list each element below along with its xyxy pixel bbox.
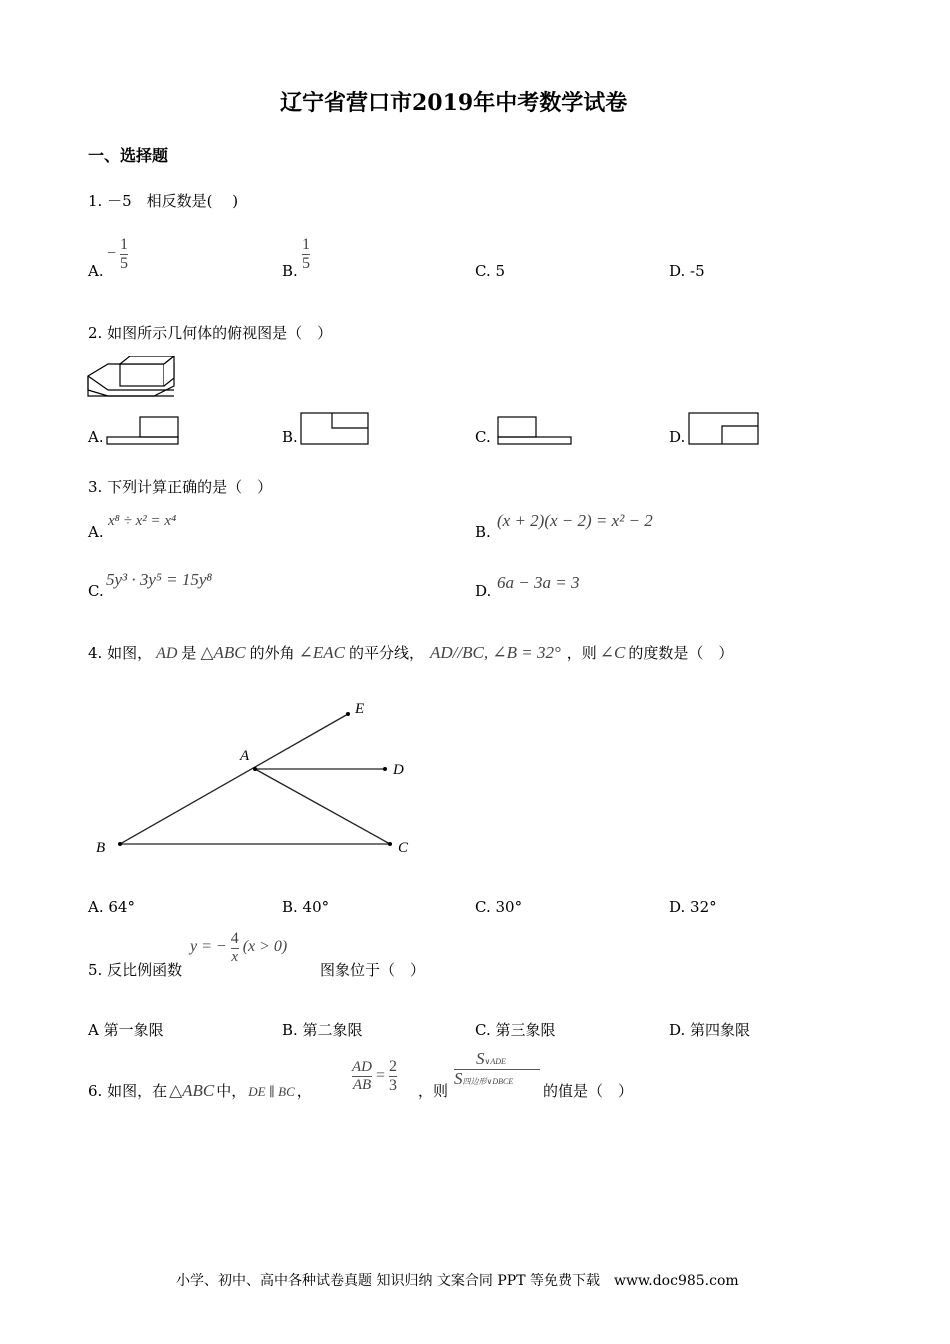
q5-option-a: A 第一象限 <box>88 1021 164 1039</box>
q4-text-4: 的平分线， <box>349 644 425 662</box>
q2-option-a-label: A. <box>88 428 104 446</box>
q4-option-d: D. 32° <box>669 898 717 916</box>
q4-math-ad: AD <box>156 645 178 662</box>
question-3-stem: 3. 下列计算正确的是（ ） <box>88 478 273 496</box>
label-b: B <box>96 840 106 856</box>
question-1-stem: 1. －5 相反数是( ) <box>88 192 239 210</box>
equals-sign: = <box>376 1067 386 1085</box>
label-e: E <box>355 701 365 717</box>
q2-option-b-figure <box>300 412 370 446</box>
fraction-denominator: 5 <box>120 254 129 272</box>
q6-text-4: 的值是（ ） <box>543 1082 634 1100</box>
geometric-solid-figure <box>86 356 178 400</box>
q2-option-c-figure <box>497 416 573 446</box>
page-title: 辽宁省营口市2019年中考数学试卷 <box>280 90 628 116</box>
q4-option-c: C. 30° <box>475 898 523 916</box>
area-numerator-subscript: ∨ADE <box>484 1057 506 1066</box>
q4-math-triangle: △ABC <box>200 643 246 662</box>
q5-text-1: 5. 反比例函数 <box>88 961 183 979</box>
q2-option-c-label: C. <box>475 428 491 446</box>
minus-sign: − <box>107 245 117 263</box>
q4-text-5: ，则 <box>566 644 597 662</box>
area-denominator-subscript: 四边形∨DBCE <box>462 1076 514 1086</box>
q5-option-b: B. 第二象限 <box>282 1021 363 1039</box>
fraction-numerator: 1 <box>120 236 129 253</box>
q4-math-condition: AD//BC, ∠B = 32° <box>430 643 561 662</box>
q2-option-d-label: D. <box>669 428 686 446</box>
q5-text-2: 图象位于（ ） <box>320 961 426 979</box>
fraction-denominator: 3 <box>389 1076 398 1094</box>
question-2-stem: 2. 如图所示几何体的俯视图是（ ） <box>88 324 333 342</box>
q6-math-triangle: △ABC <box>169 1081 215 1100</box>
q3-option-c-expr: 5y³ · 3y⁵ = 15y⁸ <box>106 570 213 589</box>
q6-ratio-expr <box>352 1058 397 1094</box>
fraction-denominator: 5 <box>302 254 310 272</box>
q3-option-a-expr: x⁸ ÷ x² = x⁴ <box>108 513 177 529</box>
fraction-denominator: AB <box>352 1076 372 1093</box>
q4-text-1: 4. 如图， <box>88 644 153 662</box>
q6-area-ratio <box>454 1050 540 1088</box>
q3-option-d-label: D. <box>475 582 492 600</box>
q1-option-b-label: B. <box>282 262 298 280</box>
q3-option-d-expr: 6a − 3a = 3 <box>497 573 580 592</box>
q2-option-b-label: B. <box>282 428 298 446</box>
q5-condition: (x > 0) <box>242 938 288 956</box>
q1-option-c: C. 5 <box>475 262 506 280</box>
q5-option-c: C. 第三象限 <box>475 1021 556 1039</box>
q4-text-6: 的度数是（ ） <box>628 644 734 662</box>
q4-math-angle-c: ∠C <box>599 643 626 662</box>
q2-option-d-figure <box>688 412 760 446</box>
q4-option-b: B. 40° <box>282 898 330 916</box>
q5-option-d: D. 第四象限 <box>669 1021 751 1039</box>
fraction-numerator: 2 <box>389 1058 398 1075</box>
label-a: A <box>240 748 250 764</box>
q6-math-parallel: DE ∥ BC <box>248 1084 295 1099</box>
q1-option-d: D. -5 <box>669 262 705 280</box>
q1-option-a-label: A. <box>88 262 104 280</box>
label-c: C <box>398 840 409 856</box>
area-numerator: S <box>476 1049 485 1068</box>
question-6-stem <box>88 1080 312 1101</box>
q6-text-1: 6. 如图，在 <box>88 1082 168 1100</box>
q3-option-c-label: C. <box>88 582 104 600</box>
q4-text-2: 是 <box>181 644 197 662</box>
q6-text-3: ，则 <box>418 1082 449 1100</box>
q3-option-b-label: B. <box>475 523 491 541</box>
q4-text-3: 的外角 <box>249 644 295 662</box>
q6-comma: ， <box>296 1082 312 1100</box>
q4-option-a: A. 64° <box>88 898 135 916</box>
q1-option-a-math <box>107 236 128 272</box>
q3-option-a-label: A. <box>88 523 104 541</box>
q3-option-b-expr: (x + 2)(x − 2) = x² − 2 <box>497 511 653 530</box>
q2-option-a-figure <box>106 416 180 446</box>
q5-lhs: y = − <box>190 938 227 956</box>
q4-math-angle: ∠EAC <box>298 643 345 662</box>
triangle-figure <box>90 692 420 864</box>
section-heading: 一、选择题 <box>88 146 169 165</box>
fraction-numerator: AD <box>352 1059 372 1076</box>
question-4-stem <box>88 642 733 663</box>
label-d: D <box>393 762 404 778</box>
page-footer: 小学、初中、高中各种试卷真题 知识归纳 文案合同 PPT 等免费下载 www.doc985.com <box>176 1273 739 1289</box>
q5-function-expr <box>190 930 287 965</box>
fraction-numerator: 1 <box>302 236 310 253</box>
area-denominator: S <box>454 1068 463 1088</box>
fraction-numerator: 4 <box>230 930 239 947</box>
fraction-denominator: x <box>231 948 239 965</box>
q6-text-2: 中， <box>216 1082 247 1100</box>
q1-option-b-math <box>302 236 310 272</box>
